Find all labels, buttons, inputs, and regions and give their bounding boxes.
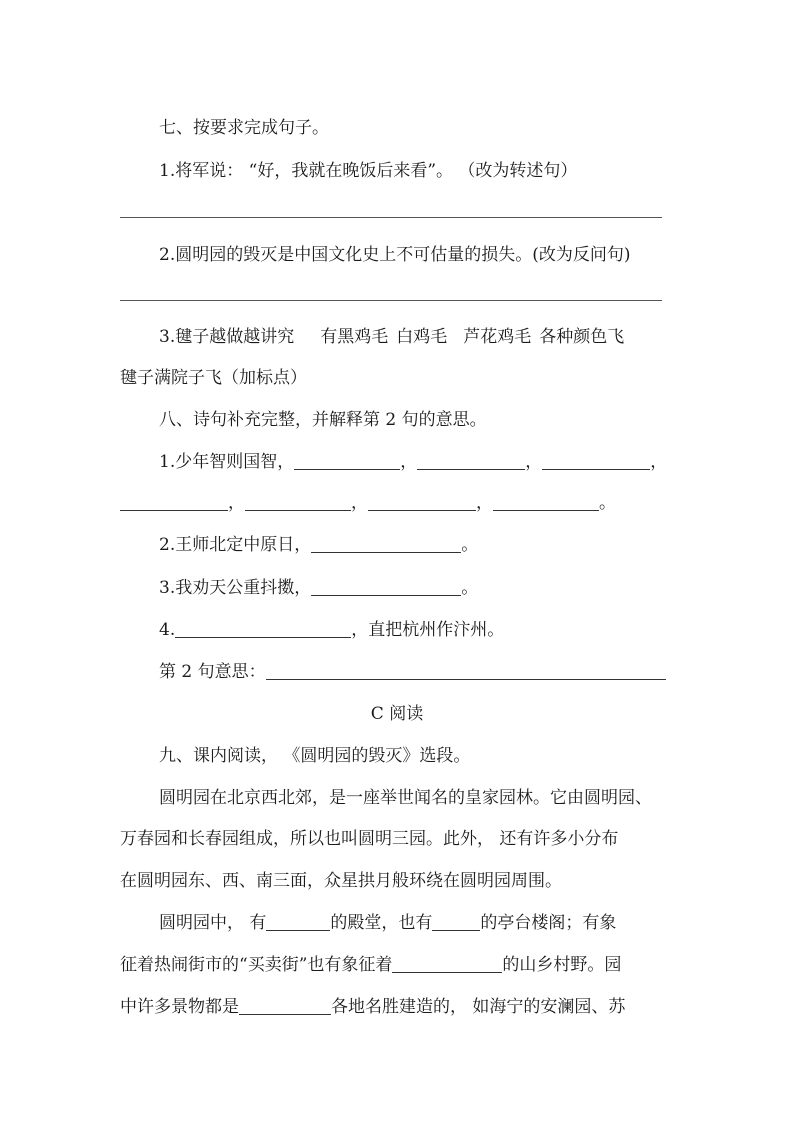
q3-part-2: 有黑鸡毛 [320, 327, 389, 347]
passage-p2-line2 [120, 953, 621, 977]
blank-9-2[interactable] [432, 914, 480, 931]
comma: ， [525, 452, 543, 472]
blank-8-1-a[interactable] [294, 453, 400, 470]
blank-8-1-b[interactable] [417, 453, 525, 470]
question-7-1: 1.将军说： “好，我就在晚饭后来看”。 （改为转述句） [159, 161, 578, 181]
q3-part-3: 白鸡毛 [396, 327, 448, 347]
comma: ， [400, 452, 418, 472]
blank-8-1-g[interactable] [493, 494, 599, 511]
p2-l1-a: 圆明园中， 有 [159, 913, 267, 933]
q8-2-text: 2.王师北定中原日， [159, 535, 312, 555]
comma: ， [351, 493, 368, 513]
blank-9-1[interactable] [266, 914, 330, 931]
passage-p1-line1: 圆明园在北京西北郊，是一座举世闻名的皇家园林。它由圆明园、 [159, 788, 652, 808]
section-8-heading: 八、诗句补充完整，并解释第 2 句的意思。 [159, 410, 487, 430]
q8-1-start: 1.少年智则国智， [159, 452, 295, 472]
comma: ， [650, 452, 668, 472]
q8-4-start: 4. [159, 620, 176, 640]
q8-4-end: ，直把杭州作汴州。 [351, 620, 505, 640]
blank-9-3[interactable] [392, 956, 502, 973]
answer-line-7-2[interactable] [120, 300, 662, 301]
question-8-1-line2 [120, 491, 616, 515]
question-7-2: 2.圆明园的毁灭是中国文化史上不可估量的损失。(改为反问句) [159, 245, 631, 265]
question-8-meaning [159, 660, 666, 684]
section-7-heading: 七、按要求完成句子。 [159, 118, 329, 138]
blank-8-3[interactable] [311, 579, 461, 596]
question-8-2 [159, 533, 478, 557]
passage-p1-line2: 万春园和长春园组成，所以也叫圆明三园。此外， 还有许多小分布 [120, 829, 619, 849]
period: 。 [461, 578, 479, 598]
section-9-heading: 九、课内阅读， 《圆明园的毁灭》选段。 [159, 746, 471, 766]
p2-l3-a: 中许多景物都是 [120, 997, 239, 1017]
q3-part-4: 芦花鸡毛 [463, 327, 532, 347]
comma: ， [476, 493, 493, 513]
passage-p2-line1 [159, 911, 616, 935]
p2-l2-b: 的山乡村野。园 [502, 955, 622, 975]
question-7-3-line2: 毽子满院子飞（加标点） [120, 368, 307, 388]
question-8-4 [159, 618, 504, 642]
blank-8-2[interactable] [311, 536, 461, 553]
blank-8-1-f[interactable] [368, 494, 476, 511]
blank-8-4[interactable] [175, 621, 351, 638]
period: 。 [461, 535, 479, 555]
meaning-label: 第 2 句意思： [159, 662, 266, 682]
q3-part-1: 3.毽子越做越讲究 [159, 327, 295, 347]
blank-8-1-e[interactable] [245, 494, 351, 511]
p2-l2-a: 征着热闹街市的“买卖街”也有象征着 [120, 955, 393, 975]
blank-9-4[interactable] [239, 998, 331, 1015]
passage-p2-line3 [120, 995, 625, 1019]
p2-l1-b: 的殿堂，也有 [330, 913, 433, 933]
passage-p1-line3: 在圆明园东、西、南三面，众星拱月般环绕在圆明园周围。 [120, 871, 562, 891]
answer-line-7-1[interactable] [120, 217, 662, 218]
blank-8-meaning[interactable] [266, 663, 666, 680]
comma: ， [228, 493, 245, 513]
q3-part-5: 各种颜色飞 [539, 327, 625, 347]
section-c-title: C 阅读 [370, 704, 424, 724]
q8-3-text: 3.我劝天公重抖擞， [159, 578, 312, 598]
blank-8-1-c[interactable] [542, 453, 650, 470]
question-8-3 [159, 576, 478, 600]
question-7-3-line1 [159, 325, 624, 349]
period: 。 [599, 493, 616, 513]
p2-l3-b: 各地名胜建造的， 如海宁的安澜园、苏 [331, 997, 626, 1017]
p2-l1-c: 的亭台楼阁；有象 [480, 913, 617, 933]
question-8-1-line1 [159, 450, 667, 474]
blank-8-1-d[interactable] [120, 494, 228, 511]
